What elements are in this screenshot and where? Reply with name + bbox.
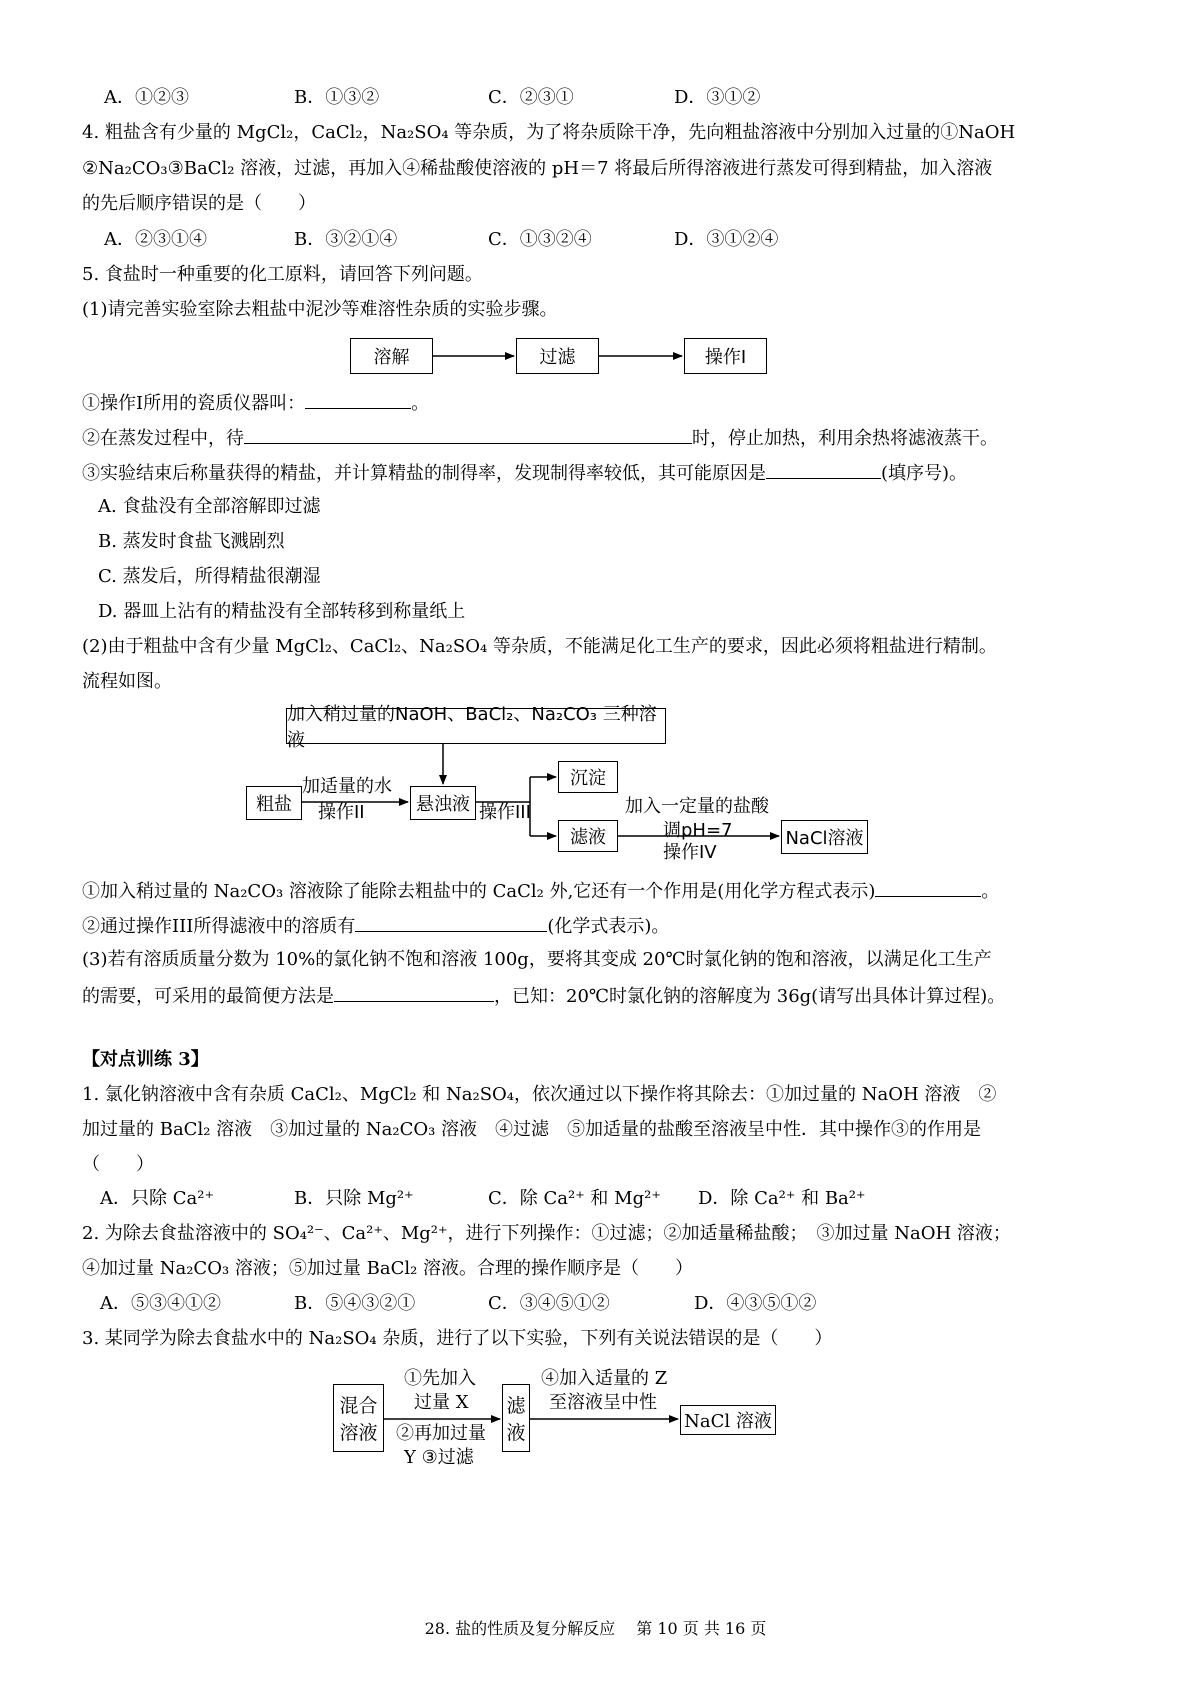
q5-title: 5. 食盐时一种重要的化工原料，请回答下列问题。 bbox=[82, 264, 483, 285]
option-a: A．⑤③④①② bbox=[100, 1293, 221, 1314]
q5-part2-line1: (2)由于粗盐中含有少量 MgCl₂、CaCl₂、Na₂SO₄ 等杂质，不能满足化工生产的要求，因此必须将粗盐进行精制。 bbox=[82, 636, 997, 657]
flow-box-reagents: 加入稍过量的NaOH、BaCl₂、Na₂CO₃ 三种溶液 bbox=[286, 708, 666, 744]
q4-line2: ②Na₂CO₃③BaCl₂ 溶液，过滤，再加入④稀盐酸使溶液的 pH＝7 将最后所得溶液进行蒸发可得到精盐，加入溶液 bbox=[82, 158, 993, 179]
q5-part3-end: ，已知：20℃时氯化钠的溶解度为 36g(请写出具体计算过程)。 bbox=[494, 986, 1006, 1007]
option-d: D．④③⑤①② bbox=[694, 1293, 817, 1314]
t3-line1: 3. 某同学为除去食盐水中的 Na₂SO₄ 杂质，进行了以下实验，下列有关说法错误的是（ ） bbox=[82, 1328, 833, 1349]
answer-blank[interactable] bbox=[355, 913, 547, 932]
label-add-y-1: ②再加过量 bbox=[396, 1423, 486, 1444]
q5-2-2 bbox=[82, 913, 669, 939]
q5-s1-end: 。 bbox=[411, 393, 430, 414]
t2-line1: 2. 为除去食盐溶液中的 SO₄²⁻、Ca²⁺、Mg²⁺，进行下列操作：①过滤；②加适量稀盐酸； ③加过量 NaOH 溶液； bbox=[82, 1223, 1011, 1244]
option-a: A．只除 Ca²⁺ bbox=[100, 1188, 214, 1209]
page-footer: 28. 盐的性质及复分解反应 第 10 页 共 16 页 bbox=[424, 1619, 767, 1638]
option-b: B．①③② bbox=[294, 87, 380, 108]
q5-part3-line2 bbox=[82, 983, 1005, 1009]
label-add-water: 加适量的水 bbox=[302, 776, 392, 797]
t1-line2: 加过量的 BaCl₂ 溶液 ③加过量的 Na₂CO₃ 溶液 ④过滤 ⑤加适量的盐酸至溶液呈中性．其中操作③的作用是 bbox=[82, 1119, 982, 1140]
label-operation-3: 操作III bbox=[479, 802, 531, 823]
label-operation-2: 操作II bbox=[318, 802, 365, 823]
label-add-z-2: 至溶液呈中性 bbox=[549, 1392, 657, 1413]
flow-box-precipitate: 沉淀 bbox=[558, 761, 618, 793]
q5-2-1-end: 。 bbox=[981, 881, 1000, 902]
flow-box-filtrate-2 bbox=[502, 1384, 530, 1452]
option-b: B．只除 Mg²⁺ bbox=[294, 1188, 414, 1209]
choice-c: C. 蒸发后，所得精盐很潮湿 bbox=[98, 566, 321, 587]
flow-box-dissolve: 溶解 bbox=[350, 338, 433, 374]
answer-blank[interactable] bbox=[244, 425, 692, 444]
t1-line1: 1. 氯化钠溶液中含有杂质 CaCl₂、MgCl₂ 和 Na₂SO₄，依次通过以下操作将其除去：①加过量的 NaOH 溶液 ② bbox=[82, 1084, 997, 1105]
flow-box-filter: 过滤 bbox=[516, 338, 599, 374]
label-add-z-1: ④加入适量的 Z bbox=[541, 1368, 668, 1389]
option-d: D．除 Ca²⁺ 和 Ba²⁺ bbox=[698, 1188, 866, 1209]
options-row-q3 bbox=[104, 86, 864, 110]
answer-blank[interactable] bbox=[875, 878, 981, 897]
mix-text-1: 混合 bbox=[339, 1395, 378, 1417]
options-row-t1 bbox=[100, 1187, 900, 1211]
q5-part3-line1: (3)若有溶质质量分数为 10%的氯化钠不饱和溶液 100g，要将其变成 20℃时氯化钠的饱和溶液，以满足化工生产 bbox=[82, 949, 992, 970]
flow-box-mixed-solution bbox=[333, 1384, 384, 1452]
answer-blank[interactable] bbox=[766, 460, 881, 479]
label-add-hcl: 加入一定量的盐酸 bbox=[625, 796, 769, 817]
label-add-x-2: 过量 X bbox=[414, 1392, 469, 1413]
option-a: A．②③①④ bbox=[104, 229, 207, 250]
option-c: C．①③②④ bbox=[488, 229, 592, 250]
flow-box-operation-1: 操作I bbox=[684, 338, 767, 374]
flow-box-suspension: 悬浊液 bbox=[410, 786, 476, 820]
choice-d: D. 器皿上沾有的精盐没有全部转移到称量纸上 bbox=[98, 601, 466, 622]
q5-s2 bbox=[82, 425, 998, 451]
answer-blank[interactable] bbox=[334, 983, 494, 1002]
label-add-x-1: ①先加入 bbox=[404, 1368, 476, 1389]
option-b: B．⑤④③②① bbox=[294, 1293, 416, 1314]
q5-s2-end: 时，停止加热，利用余热将滤液蒸干。 bbox=[692, 428, 998, 449]
q4-line1: 4. 粗盐含有少量的 MgCl₂，CaCl₂，Na₂SO₄ 等杂质，为了将杂质除干净，先向粗盐溶液中分别加入过量的①NaOH bbox=[82, 122, 1016, 143]
t1-line3: （ ） bbox=[82, 1154, 154, 1175]
answer-blank[interactable] bbox=[305, 390, 411, 409]
choice-a: A. 食盐没有全部溶解即过滤 bbox=[98, 496, 321, 517]
q5-2-1 bbox=[82, 878, 999, 904]
flow-box-crude-salt: 粗盐 bbox=[246, 786, 302, 820]
option-c: C．除 Ca²⁺ 和 Mg²⁺ bbox=[488, 1188, 661, 1209]
option-c: C．③④⑤①② bbox=[488, 1293, 610, 1314]
option-c: C．②③① bbox=[488, 87, 574, 108]
flow-box-nacl-result: NaCl 溶液 bbox=[680, 1405, 776, 1435]
q5-s1 bbox=[82, 390, 429, 416]
q5-part1: (1)请完善实验室除去粗盐中泥沙等难溶性杂质的实验步骤。 bbox=[82, 299, 558, 320]
label-operation-4: 操作IV bbox=[663, 842, 717, 863]
q5-2-1-text: ①加入稍过量的 Na₂CO₃ 溶液除了能除去粗盐中的 CaCl₂ 外,它还有一个作用是(用化学方程式表示) bbox=[82, 881, 876, 902]
q5-s3-end: (填序号)。 bbox=[881, 463, 968, 484]
option-a: A．①②③ bbox=[104, 87, 189, 108]
t2-line2: ④加过量 Na₂CO₃ 溶液；⑤加过量 BaCl₂ 溶液。合理的操作顺序是（ ） bbox=[82, 1258, 694, 1279]
q5-2-2-end: (化学式表示)。 bbox=[547, 916, 670, 937]
filt-text-1: 滤 bbox=[506, 1395, 526, 1417]
options-row-t2 bbox=[100, 1292, 900, 1316]
choice-b: B. 蒸发时食盐飞溅剧烈 bbox=[98, 531, 285, 552]
option-d: D．③①②④ bbox=[674, 229, 779, 250]
label-ph: 调pH=7 bbox=[663, 820, 733, 841]
q5-part2-line2: 流程如图。 bbox=[82, 671, 172, 692]
label-add-y-2: Y ③过滤 bbox=[404, 1447, 474, 1468]
section-heading: 【对点训练 3】 bbox=[82, 1049, 209, 1070]
flow-box-nacl-solution: NaCl溶液 bbox=[781, 820, 868, 854]
q5-s3-text: ③实验结束后称量获得的精盐，并计算精盐的制得率，发现制得率较低，其可能原因是 bbox=[82, 463, 766, 484]
options-row-q4 bbox=[104, 228, 864, 252]
q5-s3 bbox=[82, 460, 967, 486]
q5-s2-text: ②在蒸发过程中，待 bbox=[82, 428, 244, 449]
q4-line3: 的先后顺序错误的是（ ） bbox=[82, 193, 316, 214]
q5-2-2-text: ②通过操作III所得滤液中的溶质有 bbox=[82, 916, 356, 937]
option-b: B．③②①④ bbox=[294, 229, 398, 250]
flow-box-filtrate: 滤液 bbox=[558, 820, 618, 852]
q5-part3-text: 的需要，可采用的最简便方法是 bbox=[82, 986, 334, 1007]
q5-s1-text: ①操作I所用的瓷质仪器叫： bbox=[82, 393, 306, 414]
filt-text-2: 液 bbox=[506, 1422, 526, 1444]
mix-text-2: 溶液 bbox=[339, 1422, 378, 1444]
option-d: D．③①② bbox=[674, 87, 761, 108]
